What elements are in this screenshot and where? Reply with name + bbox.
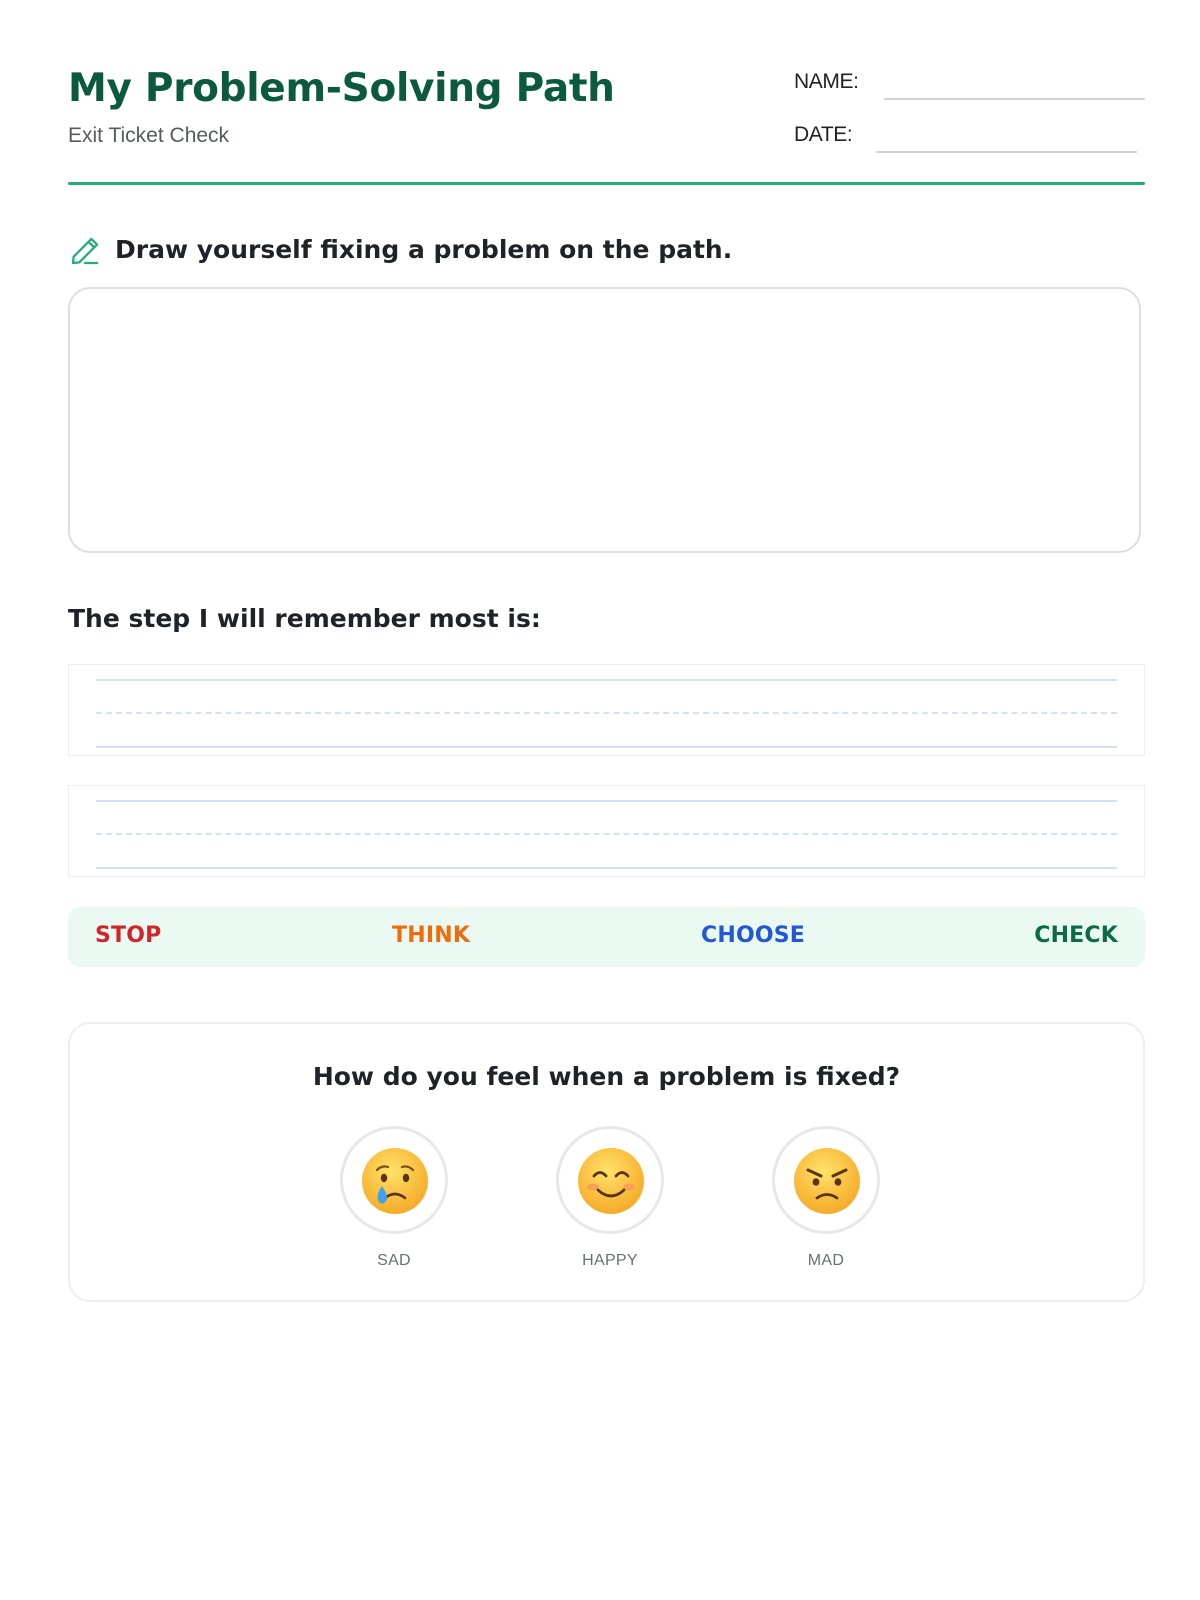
name-field[interactable] xyxy=(794,70,1145,100)
feeling-option-sad[interactable] xyxy=(340,1126,448,1276)
base-guide-line xyxy=(96,746,1117,748)
pencil-icon xyxy=(68,234,102,268)
step-choose: CHOOSE xyxy=(701,923,806,948)
smiling-face-icon xyxy=(576,1146,646,1216)
step-check: CHECK xyxy=(1034,923,1118,948)
feeling-label-sad: SAD xyxy=(377,1252,411,1269)
page-subtitle: Exit Ticket Check xyxy=(68,124,230,147)
base-guide-line xyxy=(96,867,1117,869)
angry-face-icon xyxy=(792,1146,862,1216)
drawing-prompt xyxy=(68,232,1145,268)
feelings-card xyxy=(68,1022,1145,1302)
name-label: NAME: xyxy=(794,70,859,93)
step-stop: STOP xyxy=(95,923,162,948)
crying-face-icon xyxy=(360,1146,430,1216)
feelings-question: How do you feel when a problem is fixed? xyxy=(312,1062,901,1091)
feeling-label-happy: HAPPY xyxy=(582,1252,638,1269)
step-think: THINK xyxy=(392,923,471,948)
worksheet-page xyxy=(68,0,1145,1600)
header-divider xyxy=(68,182,1145,185)
handwriting-line-1[interactable] xyxy=(68,664,1145,756)
middle-dashed-line xyxy=(96,712,1117,714)
remember-prompt: The step I will remember most is: xyxy=(68,604,541,633)
face-circle[interactable] xyxy=(556,1126,664,1234)
feeling-option-happy[interactable] xyxy=(556,1126,664,1276)
steps-bar xyxy=(68,907,1145,967)
date-label: DATE: xyxy=(794,123,853,146)
drawing-area[interactable] xyxy=(68,287,1141,553)
top-guide-line xyxy=(96,679,1117,681)
face-circle[interactable] xyxy=(340,1126,448,1234)
handwriting-line-2[interactable] xyxy=(68,785,1145,877)
name-write-line[interactable] xyxy=(884,98,1145,100)
face-circle[interactable] xyxy=(772,1126,880,1234)
date-write-line[interactable] xyxy=(876,151,1137,153)
top-guide-line xyxy=(96,800,1117,802)
date-field[interactable] xyxy=(794,123,1137,153)
page-title: My Problem-Solving Path xyxy=(68,66,615,111)
drawing-prompt-text: Draw yourself fixing a problem on the path. xyxy=(115,235,733,264)
feeling-label-mad: MAD xyxy=(807,1252,845,1269)
feeling-option-mad[interactable] xyxy=(772,1126,880,1276)
middle-dashed-line xyxy=(96,833,1117,835)
